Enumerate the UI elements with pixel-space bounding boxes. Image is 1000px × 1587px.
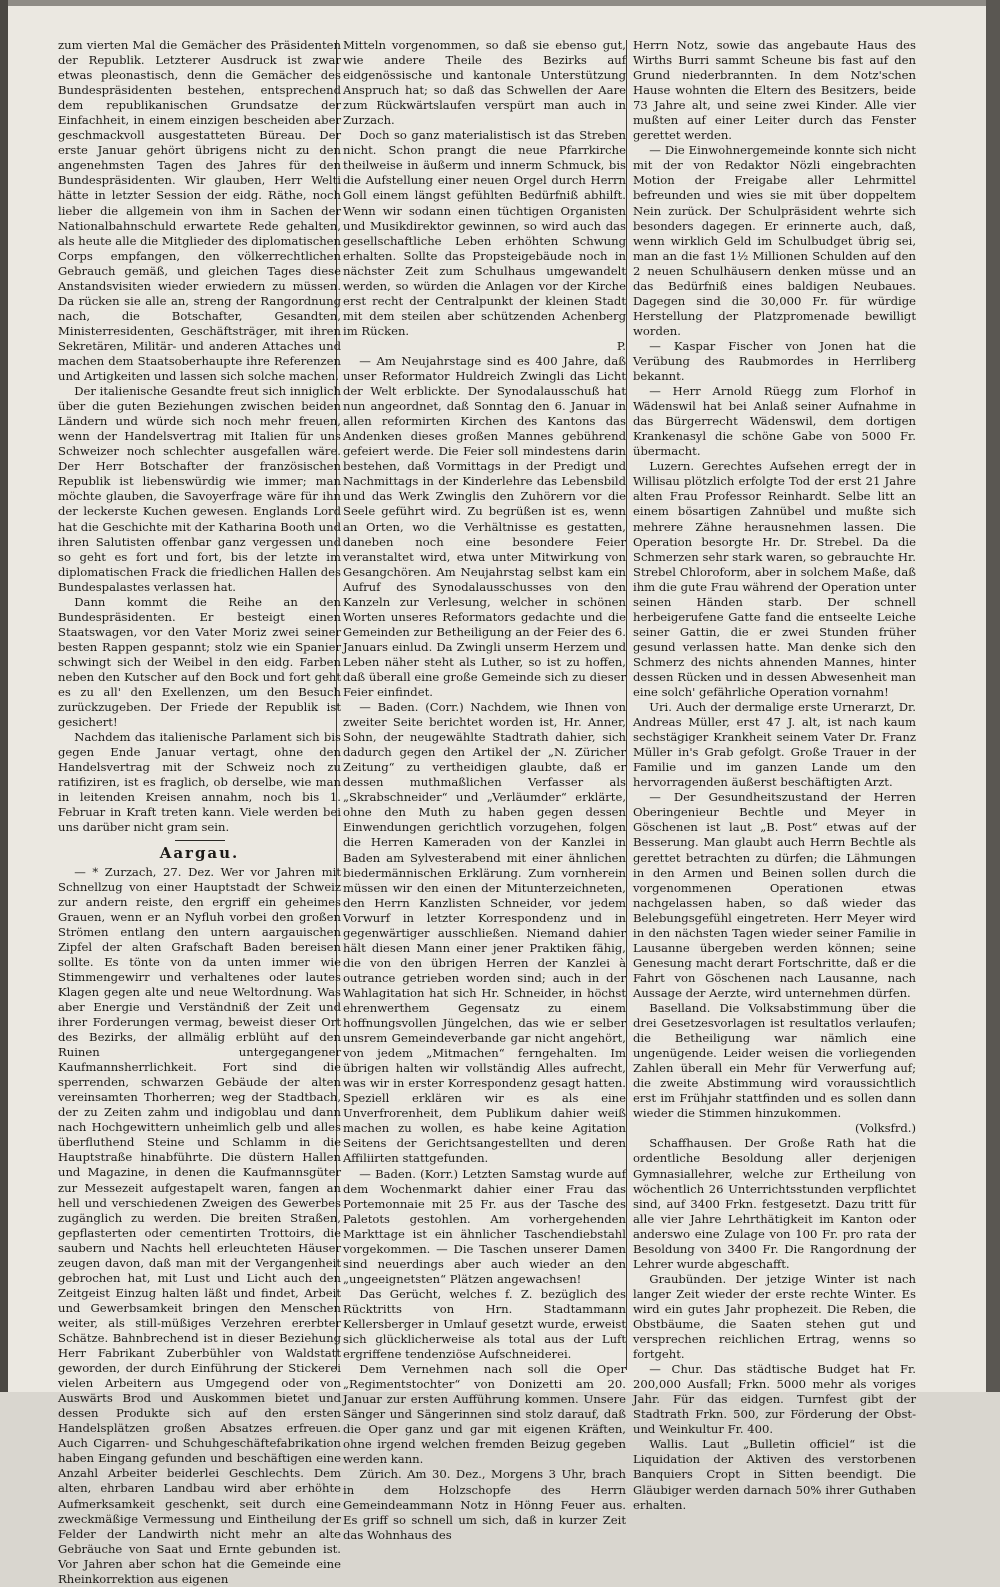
author-signature: P. <box>616 338 626 353</box>
article-paragraph: — Der Gesundheitszustand der Herren Oberingenieur Bechtle und Meyer in Göschenen ist laut „B. Post“ etwas auf der Besserung. Man glaubt auch Herrn Bechtle als gerettet betrachten zu dürfen; die Lähmungen in den Armen und Beinen sollen durch die vorgenommenen Operationen etwas nachgelassen haben, so daß wieder das Belebungsgefühl eingetreten. Herr Meyer wird in den nächsten Tagen wieder seiner Familie in Lausanne übergeben werden können; seine Genesung macht derart Fortschritte, daß er die Fahrt von Göschenen nach Lausanne, nach Aussage der Aerzte, wird unternehmen dürfen. <box>633 790 916 1000</box>
section-divider <box>175 840 225 841</box>
article-paragraph: Doch so ganz materialistisch ist das Streben nicht. Schon prangt die neue Pfarrkirche theilweise in äußerm und innerm Schmuck, bis die Aufstellung einer neuen Orgel durch Herrn Goll einem längst gefühlten Bedürfniß abhilft. Wenn wir sodann einen tüchtigen Organisten und Musikdirektor gewinnen, so wird auch das gesellschaftliche Leben erhöhten Schwung erhalten. Sollte das Propsteigebäude noch in nächster Zeit zum Schulhaus umgewandelt werden, so würden die Anlagen vor der Kirche erst recht der Centralpunkt der kleinen Stadt mit dem steilen aber schützenden Achenberg im Rücken. <box>343 128 626 338</box>
article-paragraph: Baselland. Die Volksabstimmung über die drei Gesetzesvorlagen ist resultatlos verlaufen; die Betheiligung war nämlich eine ungenügende. Leider weisen die vorliegenden Zahlen überall ein Mehr für Verwerfung auf; die zweite Abstimmung wird voraussichtlich erst im Frühjahr stattfinden und es sollen dann wieder die Stimmen hinzukommen. <box>633 1001 916 1121</box>
article-paragraph: — Kaspar Fischer von Jonen hat die Verübung des Raubmordes in Herrliberg bekannt. <box>633 338 916 384</box>
source-signature: (Volksfrd.) <box>855 1121 916 1136</box>
scan-edge-left <box>0 0 8 1392</box>
article-paragraph: — Die Einwohnergemeinde konnte sich nicht mit der von Redaktor Nözli eingebrachten Motion der Freigabe aller Lehrmittel befreunden und wies sie mit über doppeltem Nein zurück. Der Schulpräsident wehrte sich besonders dagegen. Er erinnerte auch, daß, wenn wirklich Geld im Schulbudget übrig sei, man an die fast 1½ Millionen Schulden auf den 2 neuen Schulhäusern denken müsse und an das Bedürfniß eines baldigen Neubaues. Dagegen sind die 30,000 Fr. für würdige Herstellung der Platzpromenade bewilligt worden. <box>633 143 916 338</box>
article-paragraph: Luzern. Gerechtes Aufsehen erregt der in Willisau plötzlich erfolgte Tod der erst 21 Jahre alten Frau Professor Reinhardt. Selbe litt an einem bösartigen Zahnübel und mußte sich mehrere Zähne herausnehmen lassen. Die Operation besorgte Hr. Dr. Strebel. Da die Schmerzen sehr stark waren, so gebrauchte Hr. Strebel Chloroform, aber in solchem Maße, daß ihm die gute Frau während der Operation unter seinen Händen starb. Der schnell herbeigerufene Gatte fand die entseelte Leiche seiner Gattin, die er zwei Stunden früher gesund verlassen hatte. Man denke sich den Schmerz des nichts ahnenden Mannes, hinter dessen Rücken und in dessen Abwesenheit man eine solch' gefährliche Operation vornahm! <box>633 459 916 700</box>
article-paragraph: — Baden. (Korr.) Letzten Samstag wurde auf dem Wochenmarkt dahier einer Frau das Portemonnaie mit 25 Fr. aus der Tasche des Paletots gestohlen. Am vorhergehenden Markttage ist ein ähnlicher Taschendiebstahl vorgekommen. — Die Taschen unserer Damen sind neuerdings aber auch wieder an den „ungeeignetsten“ Plätzen angewachsen! <box>343 1166 626 1286</box>
article-paragraph: Zürich. Am 30. Dez., Morgens 3 Uhr, brach in dem Holzschopfe des Herrn Gemeindeammann Notz in Hönng Feuer aus. Es griff so schnell um sich, daß in kurzer Zeit das Wohnhaus des <box>343 1467 626 1542</box>
article-paragraph: Dann kommt die Reihe an den Bundespräsidenten. Er besteigt einen Staatswagen, vor den Vater Moriz zwei seiner besten Rappen gespannt; stolz wie ein Spanier schwingt sich der Weibel in den eidg. Farben neben den Kutscher auf den Bock und fort geht es zu all' den Exellenzen, um den Besuch zurückzugeben. Der Friede der Republik ist gesichert! <box>58 594 341 730</box>
article-paragraph: — Am Neujahrstage sind es 400 Jahre, daß unser Reformator Huldreich Zwingli das Licht der Welt erblickte. Der Synodalausschuß hat nun angeordnet, daß Sonntag den 6. Januar in allen reformirten Kirchen des Kantons das Andenken dieses großen Mannes gebührend gefeiert werde. Die Feier soll mindestens darin bestehen, daß Vormittags in der Predigt und Nachmittags in der Kinderlehre das Lebensbild und das Werk Zwinglis den Zuhörern vor die Seele geführt wird. Zu begrüßen ist es, wenn an Orten, wo die Verhältnisse es gestatten, daneben noch eine besondere Feier veranstaltet wird, etwa unter Mitwirkung von Gesangchören. Am Neujahrstag selbst kam ein Aufruf des Synodalausschusses von den Kanzeln zur Verlesung, welcher in schönen Worten unseres Reformators gedachte und die Gemeinden zur Betheiligung an der Feier des 6. Januars einlud. Da Zwingli unserm Herzem und Leben näher steht als Luther, so ist zu hoffen, daß überall eine große Gemeinde sich zu dieser Feier einfindet. <box>343 353 626 700</box>
column-rule <box>626 40 627 1370</box>
article-paragraph: Nachdem das italienische Parlament sich bis gegen Ende Januar vertagt, ohne den Handelsvertrag mit der Schweiz noch zu ratifiziren, ist es fraglich, ob derselbe, wie man in leitenden Kreisen annahm, noch bis 1. Februar in Kraft treten kann. Viele werden bei uns darüber nicht gram sein. <box>58 730 341 835</box>
article-paragraph: — * Zurzach, 27. Dez. Wer vor Jahren mit Schnellzug von einer Hauptstadt der Schweiz zur andern reiste, den ergriff ein geheimes Grauen, wenn er an Nyfluh vorbei den großen Strömen entlang den untern aargauischen Zipfel der alten Grafschaft Baden bereisen sollte. Es tönte von da unten immer wie Stimmengewirr und verhaltenes oder lautes Klagen gegen alte und neue Weltordnung. Was aber Energie und Verständniß der Zeit und ihrer Forderungen vermag, beweist dieser Ort des Bezirks, der allmälig erblüht auf den Ruinen untergegangener Kaufmannsherrlichkeit. Fort sind die sperrenden, schwarzen Gebäude der alten vereinsamten Thorherren; weg der Stadtbach, der zu Zeiten zahm und indigoblau und dann nach Hochgewittern unheimlich gelb und alles überfluthend Steine und Schlamm in die Hauptstraße hinabführte. Die düstern Hallen und Magazine, in denen die Kaufmannsgüter zur Messezeit aufgestapelt waren, fangen an hell und verschiedenen Zweigen des Gewerbes zugänglich zu werden. Die breiten Straßen, gepflasterten oder cementirten Trottoirs, die saubern und Nachts hell erleuchteten Häuser zeugen davon, daß man mit der Vergangenheit gebrochen hat, mit Lust und Licht auch den Zeitgeist Einzug halten läßt und findet, Arbeit und Gewerbsamkeit bringen den Menschen weiter, als still-müßiges Verzehren ererbter Schätze. Bahnbrechend ist in dieser Beziehung Herr Fabrikant Zuberbühler von Waldstatt geworden, der durch Einführung der Stickerei vielen Arbeitern aus Umgegend oder von Auswärts Brod und Auskommen bietet und dessen Produkte sich auf den ersten Handelsplätzen großen Absatzes erfreuen. Auch Cigarren- und Schuhgeschäftefabrikation haben Eingang gefunden und beschäftigen eine Anzahl Arbeiter beiderlei Geschlechts. Dem alten, ehrbaren Landbau wird aber erhöhte Aufmerksamkeit geschenkt, seit durch eine zweckmäßige Vermessung und Eintheilung der Felder der Landwirth nicht mehr an alte Gebräuche von Saat und Ernte gebunden ist. Vor Jahren aber schon hat die Gemeinde eine Rheinkorrektion aus eigenen <box>58 864 341 1586</box>
article-paragraph: — Herr Arnold Rüegg zum Florhof in Wädenswil hat bei Anlaß seiner Aufnahme in das Bürgerrecht Wädenswil, dem dortigen Krankenasyl die schöne Gabe von 5000 Fr. übermacht. <box>633 384 916 459</box>
column-2 <box>343 38 626 1542</box>
article-paragraph: Dem Vernehmen nach soll die Oper „Regimentstochter“ von Donizetti am 20. Januar zur ersten Aufführung kommen. Unsere Sänger und Sängerinnen sind stolz darauf, daß die Oper ganz und gar mit eigenen Kräften, ohne irgend welchen fremden Beizug gegeben werden kann. <box>343 1362 626 1467</box>
article-paragraph: — Chur. Das städtische Budget hat Fr. 200,000 Ausfall; Frkn. 5000 mehr als voriges Jahr. Für das eidgen. Turnfest gibt der Stadtrath Frkn. 500, zur Förderung der Obst- und Weinkultur Fr. 400. <box>633 1362 916 1437</box>
article-paragraph: Graubünden. Der jetzige Winter ist nach langer Zeit wieder der erste rechte Winter. Es wird ein gutes Jahr prophezeit. Die Reben, die Obstbäume, die Saaten stehen gut und versprechen reichlichen Ertrag, wenns so fortgeht. <box>633 1271 916 1362</box>
section-heading-aargau: Aargau. <box>159 844 240 863</box>
article-paragraph: zum vierten Mal die Gemächer des Präsidenten der Republik. Letzterer Ausdruck ist zwar etwas pleonastisch, denn die Gemächer des Bundespräsidenten bestehen, entsprechend dem republikanischen Grundsatze der Einfachheit, in einem einzigen bescheiden aber geschmackvoll ausgestatteten Büreau. Der erste Januar gehört übrigens nicht zu den angenehmsten Tagen des Jahres für den Bundespräsidenten. Wir glauben, Herr Welti hätte in letzter Session der eidg. Räthe, noch lieber die allgemein von ihm in Sachen der Nationalbahnschuld erwartete Rede gehalten, als heute alle die Mitglieder des diplomatischen Corps empfangen, den völkerrechtlichen Gebrauch gemäß, und gleichen Tages diese Anstandsvisiten wieder erwiedern zu müssen. Da rücken sie alle an, streng der Rangordnung nach, die Botschafter, Gesandten, Ministerresidenten, Geschäftsträger, mit ihren Sekretären, Militär- und anderen Attaches und machen dem Staatsoberhaupte ihre Referenzen und Artigkeiten und lassen sich solche machen. <box>58 38 341 384</box>
article-paragraph: Mitteln vorgenommen, so daß sie ebenso gut, wie andere Theile des Bezirks auf eidgenössische und kantonale Unterstützung Anspruch hat; so daß das Schwellen der Aare zum Rückwärtslaufen verspürt man auch in Zurzach. <box>343 38 626 128</box>
article-paragraph: Schaffhausen. Der Große Rath hat die ordentliche Besoldung aller derjenigen Gymnasiallehrer, welche zur Ertheilung von wöchentlich 26 Unterrichtsstunden verpflichtet sind, auf 3400 Frkn. festgesetzt. Dazu tritt für alle vier Jahre Lehrthätigkeit im Kanton oder anderswo eine Zulage von 100 Fr. pro rata der Besoldung von 3400 Fr. Die Rangordnung der Lehrer wurde abgeschafft. <box>633 1136 916 1271</box>
scan-edge-top <box>0 0 1000 6</box>
article-paragraph: — Baden. (Corr.) Nachdem, wie Ihnen von zweiter Seite berichtet worden ist, Hr. Anner, Sohn, der neugewählte Stadtrath dahier, sich dadurch gegen den Artikel der „N. Züricher Zeitung“ zu vertheidigen glaubte, daß er dessen muthmaßlichen Verfasser als „Skrabschneider“ und „Verläumder“ erklärte, ohne den Muth zu haben gegen dessen Einwendungen gerichtlich vorzugehen, folgen die Herren Kameraden von der Kanzlei in Baden am Sylvesterabend mit einer ähnlichen biedermännischen Erklärung. Zum vornherein müssen wir den einen der Mitunterzeichneten, den Herrn Kanzlisten Schneider, vor jedem Vorwurf in letzter Korrespondenz und in gegenwärtiger ausschließen. Niemand dahier hält diesen Mann einer jener Praktiken fähig, die von den übrigen Herren der Kanzlei à outrance getrieben worden sind; auch in der Wahlagitation hat sich Hr. Schneider, in höchst ehrenwerthem Gegensatz zu einem hoffnungsvollen Jüngelchen, das wie er selber unsrem Gemeindeverbande gar nicht angehört, von jedem „Mitmachen“ ferngehalten. Im übrigen halten wir vollständig Alles aufrecht, was wir in erster Korrespondenz gesagt hatten. Speziell erklären wir es als eine Unverfrorenheit, dem Publikum dahier weiß machen zu wollen, es habe keine Agitation Seitens der Gerichtsangestellten und deren Affiliirten stattgefunden. <box>343 700 626 1166</box>
column-3 <box>633 38 916 1512</box>
article-paragraph: Wallis. Laut „Bulletin officiel“ ist die Liquidation der Aktiven des verstorbenen Banquiers Cropt in Sitten beendigt. Die Gläubiger werden darnach 50% ihrer Guthaben erhalten. <box>633 1437 916 1512</box>
article-paragraph: Uri. Auch der dermalige erste Urnerarzt, Dr. Andreas Müller, erst 47 J. alt, ist nach kaum sechstägiger Krankheit seinem Vater Dr. Franz Müller in's Grab gefolgt. Große Trauer in der Familie und im ganzen Lande um den hervorragenden äußerst beschäftigten Arzt. <box>633 700 916 790</box>
article-paragraph: Das Gerücht, welches f. Z. bezüglich des Rücktritts von Hrn. Stadtammann Kellersberger in Umlauf gesetzt wurde, erweist sich glücklicherweise als total aus der Luft ergriffene tendenziöse Aufschneiderei. <box>343 1286 626 1362</box>
article-paragraph: Herrn Notz, sowie das angebaute Haus des Wirths Burri sammt Scheune bis fast auf den Grund niederbrannten. In dem Notz'schen Hause wohnten die Eltern des Besitzers, beide 73 Jahre alt, und seine zwei Kinder. Alle vier mußten auf einer Leiter durch das Fenster gerettet werden. <box>633 38 916 143</box>
article-paragraph: Der italienische Gesandte freut sich inniglich über die guten Beziehungen zwischen beiden Ländern und würde sich noch mehr freuen, wenn der Handelsvertrag mit Italien für uns Schweizer noch schlechter ausgefallen wäre. Der Herr Botschafter der französischen Republik ist liebenswürdig wie immer; man möchte glauben, die Savoyerfrage wäre für ihn der leckerste Kuchen gewesen. Englands Lord hat die Geschichte mit der Katharina Booth und ihren Salutisten offenbar ganz vergessen und so geht es fort und fort, bis der letzte im diplomatischen Frack die friedlichen Hallen des Bundespalastes verlassen hat. <box>58 384 341 594</box>
column-1 <box>58 38 341 1586</box>
scan-edge-right <box>986 0 1000 1392</box>
